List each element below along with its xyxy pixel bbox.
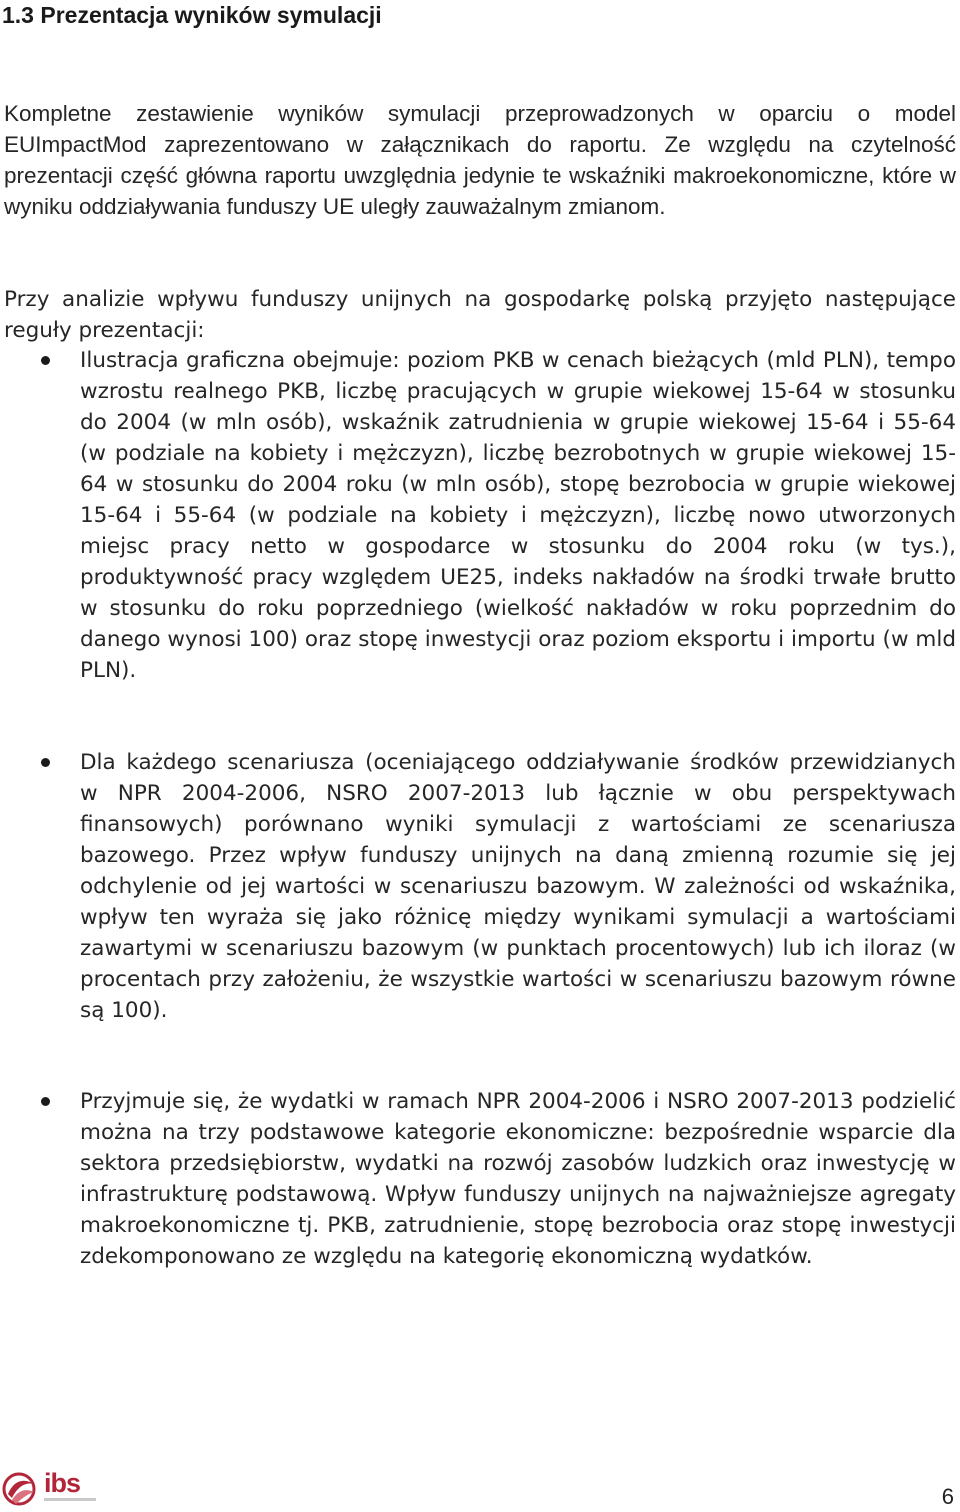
bullet-item-scenarios: Dla każdego scenariusza (oceniającego oddziaływanie środków przewidzianych w NPR 2004-2006, NSRO 2007-2013 lub łącznie w obu perspektywach finansowych) porównano wyniki symulacji z wartościami ze scenariusza bazowego. Przez wpływ funduszy unijnych na daną zmienną rozumie się jej odchylenie od jej wartości w scenariuszu bazowym. W zależności od wskaźnika, wpływ ten wyraża się jako różnicę między wynikami symulacji a wartościami zawartymi w scenariuszu bazowym (w punktach procentowych) lub ich iloraz (w procentach przy założeniu, że wszystkie wartości w scenariuszu bazowym równe są 100). xyxy=(80,750,956,1023)
rules-paragraph: Przy analizie wpływu funduszy unijnych na gospodarkę polską przyjęto następujące reguły prezentacji: xyxy=(4,287,956,343)
intro-paragraph: Kompletne zestawienie wyników symulacji przeprowadzonych w oparciu o model EUImpactMod zaprezentowano w załącznikach do raportu. Ze względu na czytelność prezentacji część główna raportu uwzględnia jedynie te wskaźniki makroekonomiczne, które w wyniku oddziaływania funduszy UE uległy zauważalnym zmianom. xyxy=(4,101,956,219)
section-heading: 1.3 Prezentacja wyników symulacji xyxy=(2,2,382,28)
bullet-dot-icon xyxy=(41,758,50,767)
ibs-logo-icon xyxy=(2,1472,40,1506)
logo-text: ibs xyxy=(44,1468,81,1498)
bullet-item-categories: Przyjmuje się, że wydatki w ramach NPR 2004-2006 i NSRO 2007-2013 podzielić można na trzy podstawowe kategorie ekonomiczne: bezpośrednie wsparcie dla sektora przedsiębiorstw, wydatki na rozwój zasobów ludzkich oraz inwestycję w infrastrukturę podstawową. Wpływ funduszy unijnych na najważniejsze agregaty makroekonomiczne tj. PKB, zatrudnienie, stopę bezrobocia oraz stopę inwestycji zdekomponowano ze względu na kategorię ekonomiczną wydatków. xyxy=(80,1089,956,1269)
ibs-logo xyxy=(2,1470,98,1510)
bullet-dot-icon xyxy=(41,356,50,365)
bullet-dot-icon xyxy=(41,1097,50,1106)
page-number: 6 xyxy=(941,1484,954,1509)
logo-subline xyxy=(44,1498,96,1501)
bullet-item-illustration: Ilustracja graficzna obejmuje: poziom PKB w cenach bieżących (mld PLN), tempo wzrostu realnego PKB, liczbę pracujących w grupie wiekowej 15-64 w stosunku do 2004 (w mln osób), wskaźnik zatrudnienia w grupie wiekowej 15-64 i 55-64 (w podziale na kobiety i mężczyzn), liczbę bezrobotnych w grupie wiekowej 15-64 w stosunku do 2004 roku (w mln osób), stopę bezrobocia w grupie wiekowej 15-64 i 55-64 (w podziale na kobiety i mężczyzn), liczbę nowo utworzonych miejsc pracy netto w gospodarce w stosunku do 2004 roku (w tys.), produktywność pracy względem UE25, indeks nakładów na środki trwałe brutto w stosunku do roku poprzedniego (wielkość nakładów w roku poprzednim do danego wynosi 100) oraz stopę inwestycji oraz poziom eksportu i importu (w mld PLN). xyxy=(80,348,956,683)
